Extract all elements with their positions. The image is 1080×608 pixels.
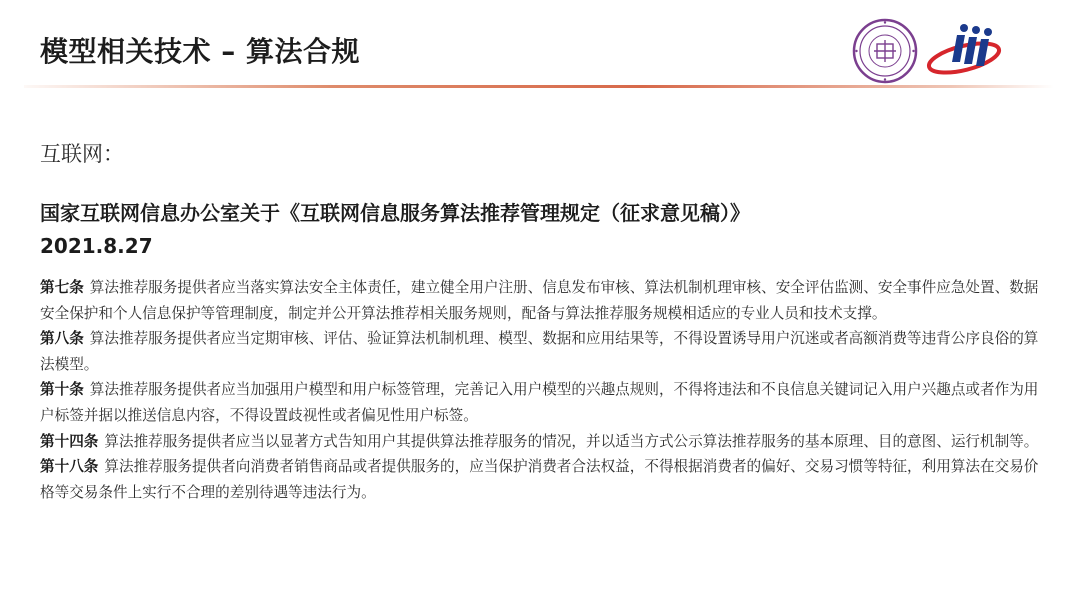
article-item (40, 275, 1045, 326)
article-item (40, 429, 1045, 455)
university-seal-logo (852, 18, 918, 84)
article-number: 第十条 (40, 381, 84, 399)
institute-logo (924, 20, 1004, 78)
document-title (40, 197, 1050, 263)
article-number: 第十八条 (40, 458, 99, 476)
section-heading: 互联网： (40, 142, 124, 166)
article-text: 算法推荐服务提供者应当加强用户模型和用户标签管理，完善记入用户模型的兴趣点规则，不得将违法和不良信息关键词记入用户兴趣点或者作为用户标签并据以推送信息内容，不得设置歧视性或者偏见性用户标签。 (40, 381, 1039, 424)
article-item (40, 454, 1045, 505)
article-text: 算法推荐服务提供者应当落实算法安全主体责任，建立健全用户注册、信息发布审核、算法机制机理审核、安全评估监测、安全事件应急处置、数据安全保护和个人信息保护等管理制度，制定并公开算法推荐相关服务规则，配备与算法推荐服务规模相适应的专业人员和技术支撑。 (40, 279, 1039, 322)
article-number: 第八条 (40, 330, 84, 348)
article-item (40, 377, 1045, 428)
document-date: 2021.8.27 (40, 234, 153, 258)
article-number: 第七条 (40, 279, 84, 296)
slide-title: 模型相关技术 – 算法合规 (40, 35, 360, 68)
document-name: 国家互联网信息办公室关于《互联网信息服务算法推荐管理规定（征求意见稿）》 (40, 201, 750, 225)
header-divider (24, 85, 1054, 88)
article-text: 算法推荐服务提供者应当以显著方式告知用户其提供算法推荐服务的情况，并以适当方式公示算法推荐服务的基本原理、目的意图、运行机制等。 (104, 432, 1039, 450)
article-number: 第十四条 (40, 432, 99, 450)
articles-list (40, 275, 1045, 505)
article-text: 算法推荐服务提供者应当定期审核、评估、验证算法机制机理、模型、数据和应用结果等，不得设置诱导用户沉迷或者高额消费等违背公序良俗的算法模型。 (40, 330, 1039, 373)
article-text: 算法推荐服务提供者向消费者销售商品或者提供服务的，应当保护消费者合法权益，不得根据消费者的偏好、交易习惯等特征，利用算法在交易价格等交易条件上实行不合理的差别待遇等违法行为。 (40, 458, 1039, 501)
article-item (40, 326, 1045, 377)
